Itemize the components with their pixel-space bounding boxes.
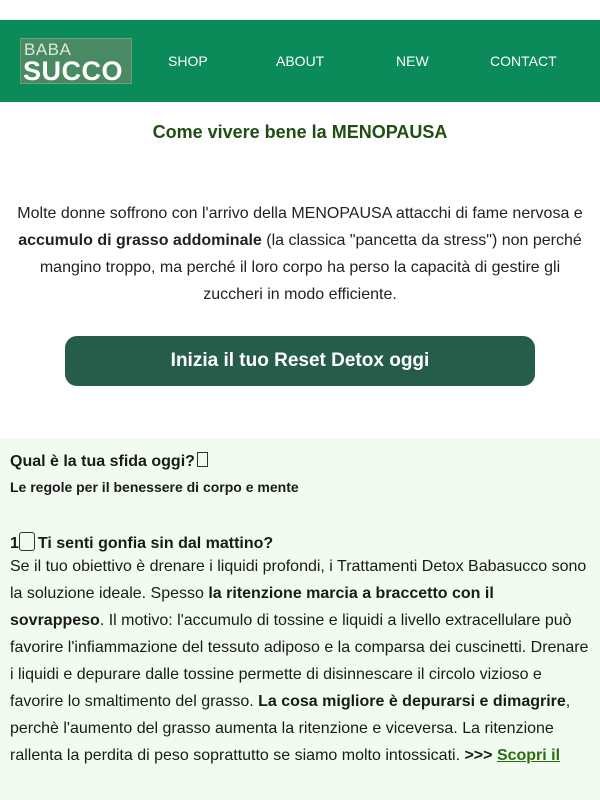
nav-about-link[interactable]: ABOUT <box>276 53 325 69</box>
babasucco-logo[interactable] <box>20 38 132 84</box>
nav-shop-link[interactable]: SHOP <box>168 53 208 69</box>
top-spacer <box>0 0 600 20</box>
page-title: Come vivere bene la MENOPAUSA <box>152 122 448 142</box>
discover-link[interactable]: Scopri il <box>496 747 561 764</box>
item-title-text: Ti senti gonfia sin dal mattino? <box>37 535 274 552</box>
reset-detox-cta-button[interactable]: Inizia il tuo Reset Detox oggi <box>65 336 535 386</box>
section-title-text: Qual è la tua sfida oggi? <box>10 453 195 470</box>
challenge-section <box>0 438 600 800</box>
keycap-emoji-icon <box>19 532 35 551</box>
body-text-2: . Il motivo: l'accumulo di tossine e liquidi a livello extracellulare può favorire l'infiammazione del tessuto adiposo e la comparsa dei cuscinetti. Drenare i liquidi e depurare dalle tossine permette di disinnescare il circolo vizioso e favorire lo smaltimento del grasso. <box>10 612 589 710</box>
section-subtitle: Le regole per il benessere di corpo e mente <box>10 479 299 495</box>
logo-text-bottom: SUCCO <box>23 56 124 86</box>
item-number: 1 <box>10 535 19 552</box>
nav-new-link[interactable]: NEW <box>396 53 429 69</box>
site-header <box>0 20 600 102</box>
intro-paragraph <box>10 200 590 308</box>
logo-text-top: BABA <box>24 40 72 59</box>
nav-contact-link[interactable]: CONTACT <box>490 53 557 69</box>
arrows-text: >>> <box>464 747 497 764</box>
section-title <box>10 452 208 471</box>
body-bold-2: La cosa migliore è depurarsi e dimagrire <box>258 693 566 710</box>
intro-text-1: Molte donne soffrono con l'arrivo della MENOPAUSA attacchi di fame nervosa e <box>17 205 583 222</box>
intro-bold-text: accumulo di grasso addominale <box>18 232 262 249</box>
intro-text-2: (la classica "pancetta da stress") non perché mangino troppo, ma perché il loro corpo ha perso la capacità di gestire gli zuccheri in modo efficiente. <box>39 232 582 303</box>
body-bold-1: la ritenzione marcia a braccetto con il sovrappeso <box>10 585 494 629</box>
challenge-item-title <box>10 532 273 553</box>
body-text-1: Se il tuo obiettivo è drenare i liquidi profondi, i Trattamenti Detox Babasucco sono la soluzione ideale. Spesso <box>10 558 587 602</box>
challenge-item-body <box>10 553 592 769</box>
missing-emoji-icon <box>197 452 208 467</box>
body-text-3: , perchè l'aumento del grasso aumenta la ritenzione e viceversa. La ritenzione rallenta la perdita di peso soprattutto se siamo molto intossicati. <box>10 693 571 764</box>
